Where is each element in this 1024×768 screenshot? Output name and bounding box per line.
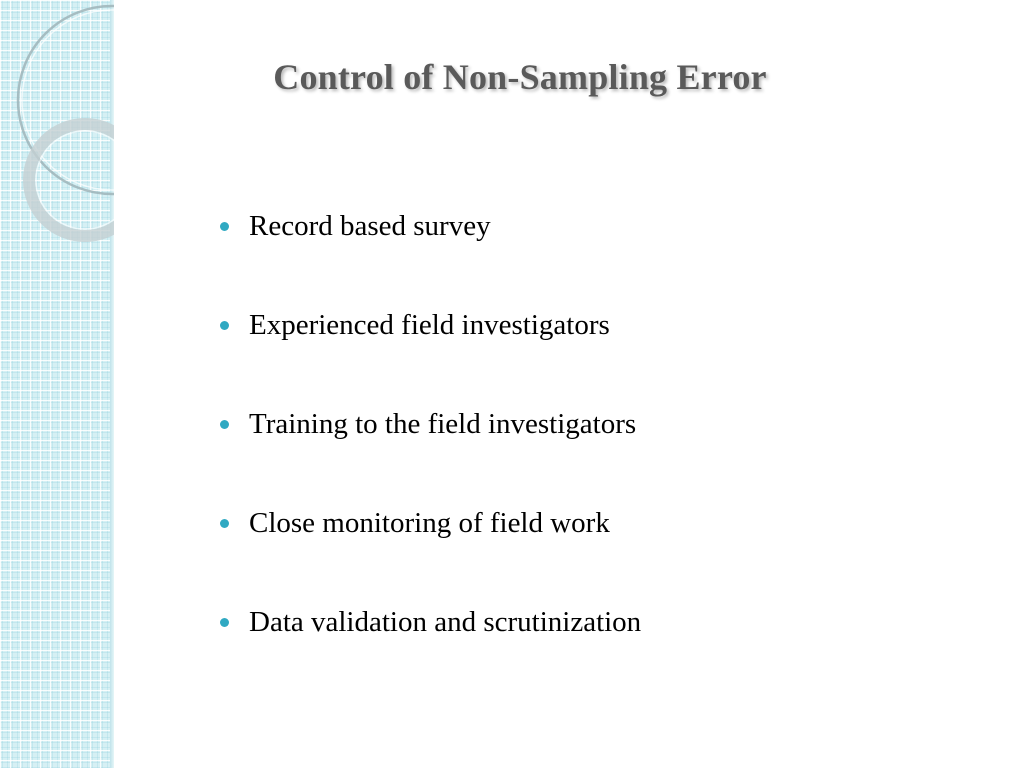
round-bullet-icon <box>220 420 229 429</box>
bullet-text: Record based survey <box>249 210 491 242</box>
bullet-text: Data validation and scrutinization <box>249 606 642 638</box>
decorative-rings-icon <box>0 0 114 768</box>
bullet-text: Experienced field investigators <box>249 309 610 341</box>
round-bullet-icon <box>220 618 229 627</box>
round-bullet-icon <box>220 222 229 231</box>
round-bullet-icon <box>220 321 229 330</box>
bullet-list <box>218 204 918 699</box>
bullet-item <box>218 204 918 303</box>
bullet-text: Close monitoring of field work <box>249 507 610 539</box>
bullet-item <box>218 501 918 600</box>
bullet-text: Training to the field investigators <box>249 408 637 440</box>
slide-title: Control of Non-Sampling Error <box>273 57 767 97</box>
round-bullet-icon <box>220 519 229 528</box>
bullet-item <box>218 402 918 501</box>
bullet-item <box>218 303 918 402</box>
bullet-item <box>218 600 918 699</box>
